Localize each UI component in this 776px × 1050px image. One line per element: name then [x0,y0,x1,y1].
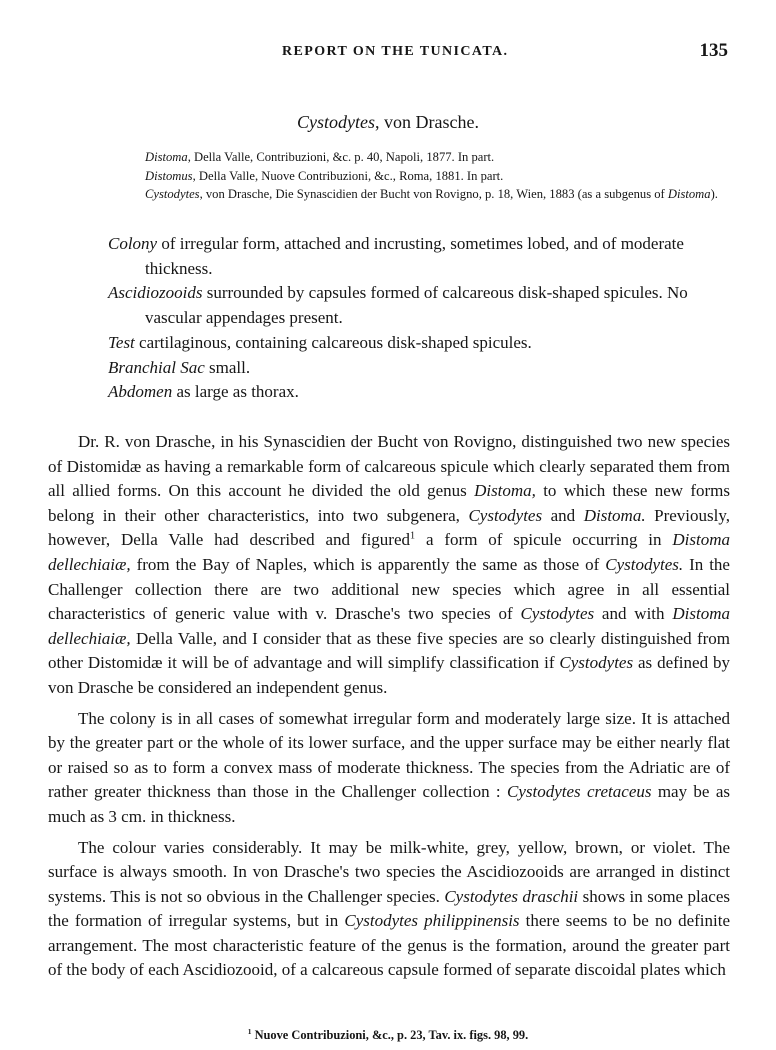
paragraph-3 [48,836,730,984]
footnote [0,1028,776,1043]
diagnosis-entry [108,380,730,405]
genus-name: Cystodytes [297,112,376,132]
text-run: Della Valle, and I consider that as these five species are so clearly distinguished from other Distomidæ it will be of advantage and will simplify classification if [48,628,730,673]
diagnosis-text: surrounded by capsules formed of calcareous disk-shaped spicules. No vascular appendages present. [145,283,688,328]
page-number: 135 [699,40,728,61]
synonymy-entry [145,185,735,204]
synonymy-entry [145,148,735,167]
genus-heading [0,112,776,133]
diagnosis-term: Branchial Sac [108,357,205,377]
italic-term: Cystodytes. [605,554,684,574]
paragraph-2 [48,707,730,830]
text-run: to which these new forms belong in their other characteristics, into two subgenera, [48,481,730,525]
text-run: from the Bay of Naples, which is apparently the same as those of [130,554,606,574]
diagnosis-term: Test [108,332,135,352]
synonym-tail: ). [710,187,718,202]
diagnosis-entry [108,331,730,356]
text-run: and with [594,604,673,624]
diagnosis-text: of irregular form, attached and incrusting, sometimes lobed, and of moderate thickness. [145,234,684,278]
text-run: may be as much as 3 cm. in thickness. [48,782,730,826]
genus-authority: , von Drasche. [375,112,479,132]
text-run: as defined by von Drasche be considered an independent genus. [48,653,730,697]
synonym-citation: , Della Valle, Contribuzioni, &c. p. 40, Napoli, 1877. In part. [187,150,495,164]
text-run: and [542,505,584,525]
text-run: The colour varies considerably. It may be milk-white, grey, yellow, brown, or violet. The surface is always smooth. In von Drasche's two species the Ascidiozooids are arranged in distinct systems. This is not so obvious in the Challenger species. [48,837,730,906]
text-run: The colony is in all cases of somewhat irregular form and moderately large size. It is attached by the greater part or the whole of its lower surface, and the upper surface may be either nearly flat or raised so as to form a convex mass of moderate thickness. The species from the Adriatic are of rather greater thickness than those in the Challenger collection : [48,708,730,802]
diagnosis-entry [108,356,730,381]
text-run: Dr. R. von Drasche, in his Synascidien der Bucht von Rovigno, distinguished two new species of Distomidæ as having a remarkable form of calcareous spicule which clearly separated them from all allied forms. On this account he divided the old genus [48,432,730,501]
italic-term: Distoma dellechiaiæ, [48,530,731,574]
synonym-citation: , von Drasche, Die Synascidien der Bucht von Rovigno, p. 18, Wien, 1883 (as a subgenus of [199,187,668,202]
synonym-subgenus: Distoma [667,187,711,202]
text-run: a form of spicule occurring in [415,530,673,550]
diagnosis-text: as large as thorax. [172,382,299,402]
synonym-citation: , Della Valle, Nuove Contribuzioni, &c., Roma, 1881. In part. [192,168,504,183]
paragraph-1 [48,430,730,701]
diagnosis-entry [108,232,730,281]
text-run: there seems to be no definite arrangement. The most characteristic feature of the genus is the formation, around the greater part of the body of each Ascidiozooid, of a calcareous capsule formed of separate discoidal plates which [48,911,730,980]
italic-term: Cystodytes [468,505,543,525]
running-header [0,40,776,72]
synonym-name: Distomus [145,168,193,183]
generic-diagnosis [108,232,730,405]
italic-term: Distoma, [474,481,536,501]
text-run: Previously, however, Della Valle had described and figured [48,505,730,550]
italic-term: Cystodytes draschii [444,886,579,906]
footnote-marker: 1 [247,1026,252,1036]
italic-term: Cystodytes philippinensis [344,911,520,931]
footnote-ref: 1 [410,530,416,542]
text-run: In the Challenger collection there are two additional new species which agree in all essential characteristics of generic value with v. Drasche's two species of [48,554,730,624]
diagnosis-term: Ascidiozooids [108,283,203,303]
diagnosis-term: Colony [108,234,158,253]
italic-term: Distoma. [583,505,646,525]
italic-term: Cystodytes [559,653,634,673]
footnote-text: Nuove Contribuzioni, &c., p. 23, Tav. ix. figs. 98, 99. [251,1028,529,1042]
body-text [48,430,730,989]
diagnosis-entry [108,281,730,330]
text-run: shows in some places the formation of irregular systems, but in [48,886,731,931]
synonym-name: Cystodytes [145,187,200,202]
synonym-name: Distoma [145,150,188,164]
italic-term: Distoma dellechiaiæ, [48,604,730,648]
italic-term: Cystodytes cretaceus [506,782,652,802]
synonymy-entry [145,167,735,186]
diagnosis-text: cartilaginous, containing calcareous disk-shaped spicules. [134,332,532,352]
diagnosis-term: Abdomen [108,382,173,402]
running-title: REPORT ON THE TUNICATA. [282,44,509,59]
diagnosis-text: small. [204,357,251,377]
italic-term: Cystodytes [520,604,595,624]
synonymy-list [145,148,735,204]
